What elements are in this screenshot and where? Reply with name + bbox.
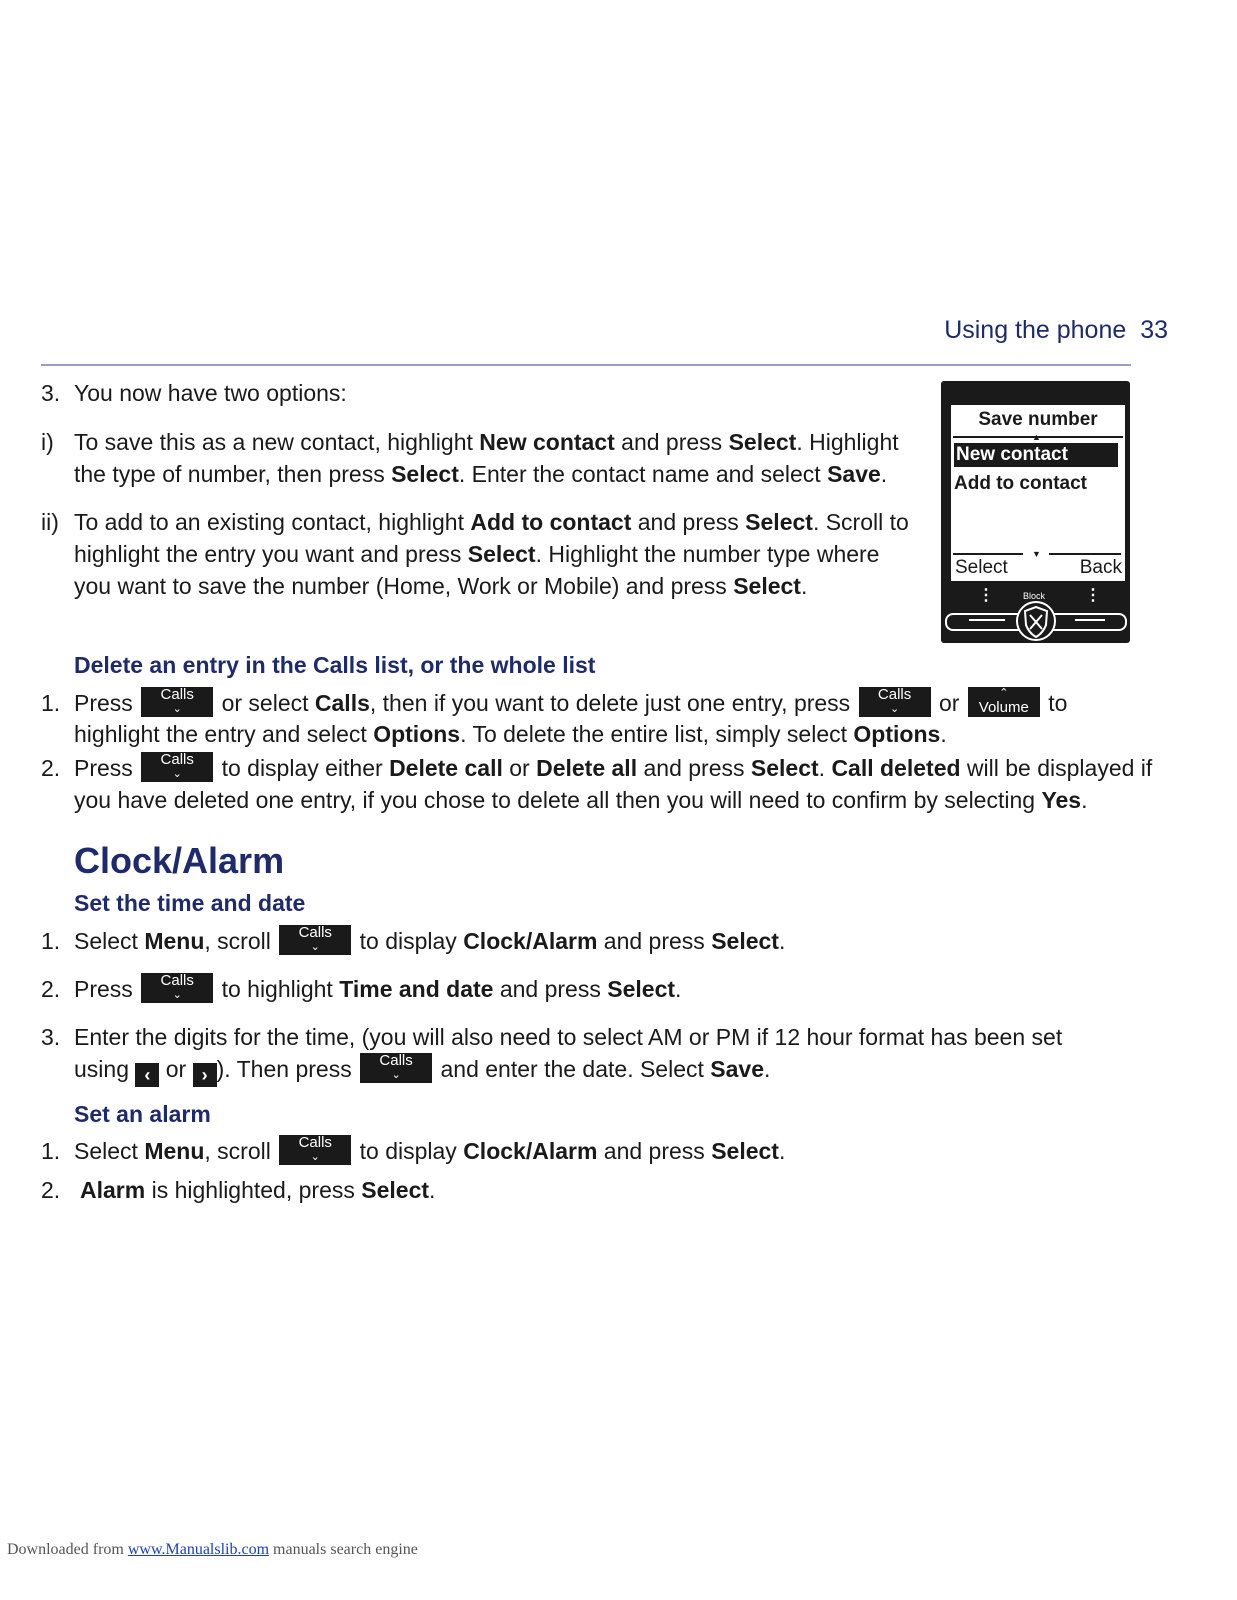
section-heading: Set the time and date [74, 890, 306, 916]
calls-key-icon: Calls ⌄ [141, 687, 213, 717]
left-arrow-key-icon: ‹ [135, 1063, 159, 1087]
option-text: the type of number, then press Select. Enter the contact name and select Save. [74, 461, 888, 487]
download-footer: Downloaded from www.Manualslib.com manuals search engine [7, 1541, 418, 1558]
step-number: 1. [41, 690, 61, 716]
screen-title: Save number [978, 409, 1098, 430]
screen-divider [1049, 553, 1121, 555]
step-number: 2. [41, 1177, 61, 1203]
volume-key-icon: ⌃ Volume [968, 687, 1040, 717]
step-number: 3. [41, 1024, 61, 1050]
step-text: you have deleted one entry, if you chose to delete all then you will need to confirm by selecting Yes. [74, 787, 1088, 813]
option-text: you want to save the number (Home, Work or Mobile) and press Select. [74, 573, 808, 599]
page-number: 33 [1140, 316, 1168, 344]
step-text: Select Menu, scroll Calls ⌄ to display Clock/Alarm and press Select. [74, 1134, 786, 1164]
menu-item-new-contact: New contact [954, 443, 1118, 467]
option-number: i) [41, 429, 54, 455]
right-arrow-key-icon: › [193, 1063, 217, 1087]
calls-key-icon: Calls ⌄ [141, 752, 213, 782]
menu-item-add-to-contact: Add to contact [954, 473, 1087, 494]
step-text: Press Calls ⌄ to highlight Time and date and press Select. [74, 972, 682, 1002]
calls-key-icon: Calls ⌄ [279, 925, 351, 955]
block-label: Block [1023, 591, 1046, 601]
option-text: highlight the entry you want and press Select. Highlight the number type where [74, 541, 880, 567]
step-text: You now have two options: [74, 380, 347, 406]
softkey-back: Back [1079, 557, 1122, 578]
step-text: Press Calls ⌄ or select Calls, then if you want to delete just one entry, press Calls ⌄ or ⌃ Volume to [74, 686, 1068, 716]
option-text: To add to an existing contact, highlight Add to contact and press Select. Scroll to [74, 509, 909, 535]
step-text: Alarm is highlighted, press Select. [80, 1177, 436, 1203]
step-text: using ‹ or › ). Then press Calls ⌄ and enter the date. Select Save. [74, 1052, 771, 1085]
step-text: highlight the entry and select Options. To delete the entire list, simply select Options. [74, 721, 947, 747]
section-title: Using the phone [944, 316, 1127, 344]
step-text: Press Calls ⌄ to display either Delete call or Delete all and press Select. Call deleted will be displayed if [74, 751, 1153, 781]
phone-screen [951, 405, 1125, 581]
section-heading: Set an alarm [74, 1101, 211, 1127]
left-softkey-icon: ⋮ [978, 587, 994, 604]
right-key-outline [1053, 613, 1127, 631]
step-number: 1. [41, 1138, 61, 1164]
calls-key-icon: Calls ⌄ [141, 973, 213, 1003]
chapter-title: Clock/Alarm [74, 840, 285, 881]
right-softkey-icon: ⋮ [1085, 587, 1101, 604]
running-header [944, 316, 1168, 345]
step-text: Enter the digits for the time, (you will also need to select AM or PM if 12 hour format has been set [74, 1024, 1063, 1050]
scroll-up-icon: ▲ [1032, 432, 1041, 442]
phone-illustration [941, 381, 1130, 643]
option-number: ii) [41, 509, 59, 535]
softkey-select: Select [955, 557, 1008, 578]
left-key-outline [945, 613, 1019, 631]
step-number: 2. [41, 755, 61, 781]
calls-key-icon: Calls ⌄ [360, 1053, 432, 1083]
section-heading: Delete an entry in the Calls list, or the whole list [74, 652, 596, 678]
manualslib-link[interactable]: www.Manualslib.com [127, 1541, 270, 1558]
step-number: 1. [41, 928, 61, 954]
step-number: 2. [41, 976, 61, 1002]
step-text: Select Menu, scroll Calls ⌄ to display Clock/Alarm and press Select. [74, 924, 786, 954]
screen-divider [953, 553, 1023, 555]
option-text: To save this as a new contact, highlight New contact and press Select. Highlight [74, 429, 899, 455]
step-number: 3. [41, 380, 61, 406]
scroll-down-icon: ▼ [1032, 549, 1041, 559]
calls-key-icon: Calls ⌄ [279, 1135, 351, 1165]
header-rule [41, 364, 1131, 366]
calls-key-icon: Calls ⌄ [859, 687, 931, 717]
